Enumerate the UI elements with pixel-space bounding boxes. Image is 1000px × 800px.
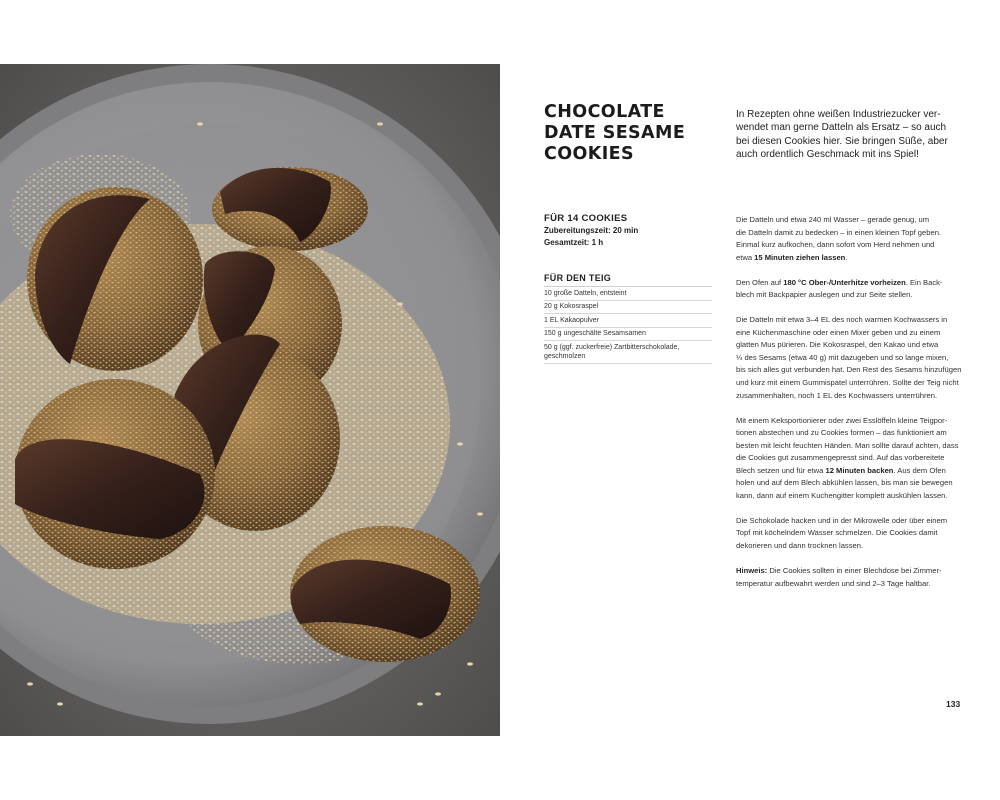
step-text: etwa bbox=[736, 252, 755, 262]
step-line: blech mit Backpapier auslegen und zur Seite stellen. bbox=[736, 290, 913, 300]
step-line: die Cookies gut zusammengepresst sind. Auf das vorbereitete bbox=[736, 453, 945, 463]
step-text: . Ein Back- bbox=[905, 277, 943, 287]
page-number: 133 bbox=[946, 699, 961, 709]
ingredients-heading: FÜR DEN TEIG bbox=[544, 273, 712, 287]
ingredient-item: 20 g Kokosraspel bbox=[544, 301, 712, 315]
step-line: dekorieren und dann trocknen lassen. bbox=[736, 541, 864, 551]
step-line: bis sich alles gut verbunden hat. Den Rest des Sesams hinzufügen bbox=[736, 365, 962, 375]
step-text: . Aus dem Ofen bbox=[893, 465, 946, 475]
step-5 bbox=[736, 515, 966, 553]
step-line: ¼ des Sesams (etwa 40 g) mit dazugeben und so lange mixen, bbox=[736, 352, 949, 362]
step-line: Mit einem Keksportionierer oder zwei Esslöffeln kleine Teigpor- bbox=[736, 415, 948, 425]
step-line bbox=[736, 252, 966, 265]
total-time-value: 1 h bbox=[591, 238, 604, 247]
ingredient-list bbox=[544, 287, 712, 364]
step-line: besten mit leicht feuchten Händen. Man sollte darauf achten, dass bbox=[736, 440, 959, 450]
step-2 bbox=[736, 277, 966, 302]
step-line: Einmal kurz aufkochen, dann sofort vom Herd nehmen und bbox=[736, 240, 935, 250]
intro-line: bei diesen Cookies hier. Sie bringen Süße, aber bbox=[736, 135, 948, 147]
recipe-page bbox=[500, 64, 1000, 736]
note bbox=[736, 565, 966, 590]
step-line bbox=[736, 565, 966, 578]
step-3 bbox=[736, 314, 966, 402]
instructions bbox=[736, 214, 966, 603]
total-time-label: Gesamtzeit: bbox=[544, 238, 590, 247]
step-text: Die Cookies sollten in einer Blechdose bei Zimmer- bbox=[767, 566, 942, 576]
intro-line: wendet man gerne Datteln als Ersatz – so auch bbox=[736, 122, 947, 134]
recipe-title bbox=[544, 102, 704, 165]
note-label: Hinweis: bbox=[736, 566, 768, 576]
title-line: CHOCOLATE bbox=[544, 102, 665, 122]
step-line: Die Datteln und etwa 240 ml Wasser – gerade genug, um bbox=[736, 215, 930, 224]
step-line: eine Küchenmaschine oder einen Mixer geben und zu einem bbox=[736, 327, 941, 337]
step-line bbox=[736, 465, 966, 478]
step-line bbox=[736, 277, 966, 290]
title-line: DATE SESAME bbox=[544, 123, 686, 143]
step-line: Die Schokolade hacken und in der Mikrowelle oder über einem bbox=[736, 515, 948, 525]
title-line: COOKIES bbox=[544, 144, 635, 164]
intro-line: In Rezepten ohne weißen Industriezucker ver- bbox=[736, 109, 941, 120]
total-time bbox=[544, 237, 714, 249]
step-line: zusammenhalten, noch 1 EL des Kochwassers unterrühren. bbox=[736, 390, 938, 400]
step-line: kann, dann auf einem Kuchengitter komplett auskühlen lassen. bbox=[736, 490, 948, 500]
cookie-left-top bbox=[27, 187, 203, 371]
step-emphasis: 180 °C Ober-/Unterhitze vorheizen bbox=[783, 277, 906, 287]
step-line: temperatur aufbewahrt werden und sind 2–3 Tage haltbar. bbox=[736, 578, 931, 588]
step-4 bbox=[736, 415, 966, 503]
book-spread bbox=[0, 64, 1000, 736]
step-line: die Datteln damit zu bedecken – in einen kleinen Topf geben. bbox=[736, 227, 942, 237]
ingredient-item: 10 große Datteln, entsteint bbox=[544, 287, 712, 301]
step-line: Topf mit köchelndem Wasser schmelzen. Die Cookies damit bbox=[736, 528, 938, 538]
cookie-front bbox=[15, 379, 215, 569]
ingredients-section bbox=[544, 273, 712, 364]
intro-line: auch ordentlich Geschmack mit ins Spiel! bbox=[736, 148, 919, 160]
step-1 bbox=[736, 214, 966, 264]
step-text: . bbox=[845, 252, 848, 262]
prep-time-value: 20 min bbox=[612, 226, 639, 235]
step-text: Blech setzen und für etwa bbox=[736, 465, 826, 475]
step-emphasis: 15 Minuten ziehen lassen bbox=[754, 252, 846, 262]
step-line: Die Datteln mit etwa 3–4 EL des noch warmen Kochwassers in bbox=[736, 315, 948, 325]
step-line: holen und auf dem Blech abkühlen lassen, bis man sie bewegen bbox=[736, 478, 953, 488]
step-text: Den Ofen auf bbox=[736, 277, 784, 287]
step-line: und kurz mit einem Gummispatel unterrühren. Sollte der Teig nicht bbox=[736, 378, 959, 388]
ingredient-item: 150 g ungeschälte Sesamsamen bbox=[544, 328, 712, 342]
cookie-photo bbox=[0, 64, 500, 736]
yield-label: FÜR 14 COOKIES bbox=[544, 213, 628, 224]
recipe-meta bbox=[544, 212, 714, 249]
cookie-bottom bbox=[290, 526, 480, 662]
step-emphasis: 12 Minuten backen bbox=[825, 465, 894, 475]
cookie-photo-illustration bbox=[0, 64, 500, 736]
step-line: glatten Mus pürieren. Die Kokosraspel, den Kakao und etwa bbox=[736, 340, 939, 350]
recipe-intro bbox=[736, 108, 958, 161]
prep-time-label: Zubereitungszeit: bbox=[544, 226, 611, 235]
ingredient-item: 50 g (ggf. zuckerfreie) Zartbitterschokolade, geschmolzen bbox=[544, 341, 712, 364]
step-line: tionen abstechen und zu Cookies formen – das funktioniert am bbox=[736, 428, 947, 438]
prep-time bbox=[544, 225, 714, 237]
cookie-back bbox=[212, 167, 368, 251]
ingredient-item: 1 EL Kakaopulver bbox=[544, 314, 712, 328]
